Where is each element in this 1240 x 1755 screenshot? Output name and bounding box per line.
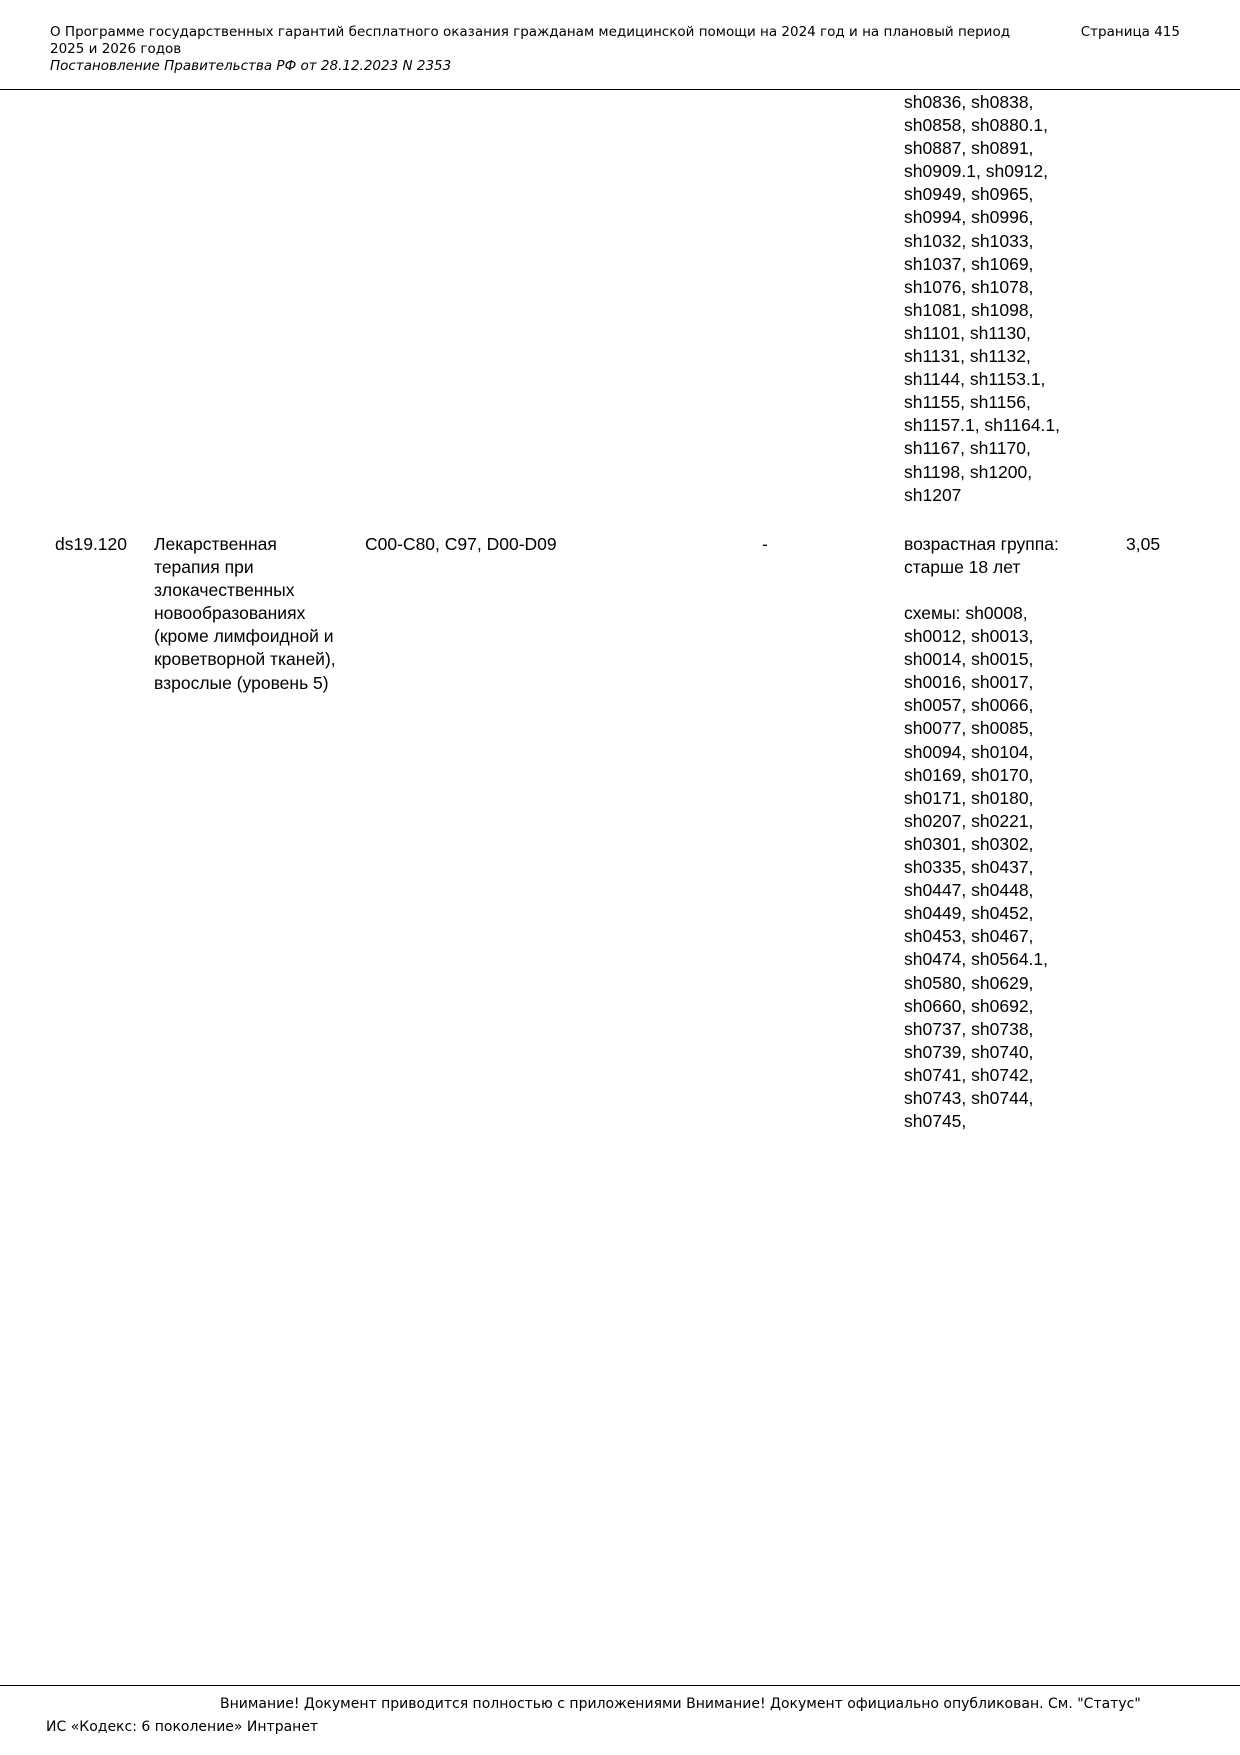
footer-divider	[0, 1685, 1240, 1686]
row-coefficient: 3,05	[1126, 534, 1161, 554]
page-header	[50, 24, 1180, 75]
document-title: О Программе государственных гарантий бесплатного оказания гражданам медицинской помощи на 2024 год и на плановый период 2025 и 2026 годов	[50, 24, 1011, 57]
page-number: Страница 415	[1080, 24, 1180, 40]
footer-notice: Внимание! Документ приводится полностью с приложениями Внимание! Документ официально опубликован. См. "Статус"	[220, 1696, 1141, 1712]
row-code: ds19.120	[55, 534, 128, 554]
row-age-group: возрастная группа: старше 18 лет	[904, 534, 1059, 578]
continuation-schemes-cell: sh0836, sh0838, sh0858, sh0880.1, sh0887, sh0891, sh0909.1, sh0912, sh0949, sh0965, sh0994, sh0996, sh1032, sh1033, sh1037, sh1069, sh1076, sh1078, sh1081, sh1098, sh1101, sh1130, sh1131, sh1132, sh1144, sh1153.1, sh1155, sh1156, sh1157.1, sh1164.1, sh1167, sh1170, sh1198, sh1200, sh1207	[904, 92, 1061, 505]
decree-reference: Постановление Правительства РФ от 28.12.2023 N 2353	[50, 58, 452, 74]
row-schemes: схемы: sh0008, sh0012, sh0013, sh0014, sh0015, sh0016, sh0017, sh0057, sh0066, sh0077, sh0085, sh0094, sh0104, sh0169, sh0170, sh0171, sh0180, sh0207, sh0221, sh0301, sh0302, sh0335, sh0437, sh0447, sh0448, sh0449, sh0452, sh0453, sh0467, sh0474, sh0564.1, sh0580, sh0629, sh0660, sh0692, sh0737, sh0738, sh0739, sh0740, sh0741, sh0742, sh0743, sh0744, sh0745,	[904, 603, 1049, 1132]
row-name: Лекарственная терапия при злокачественных новообразованиях (кроме лимфоидной и кроветворной тканей), взрослые (уровень 5)	[154, 534, 336, 693]
row-dash: -	[762, 534, 768, 554]
row-icd-codes: C00-C80, C97, D00-D09	[365, 534, 557, 554]
footer-system: ИС «Кодекс: 6 поколение» Интранет	[46, 1719, 319, 1735]
header-divider	[0, 89, 1240, 90]
